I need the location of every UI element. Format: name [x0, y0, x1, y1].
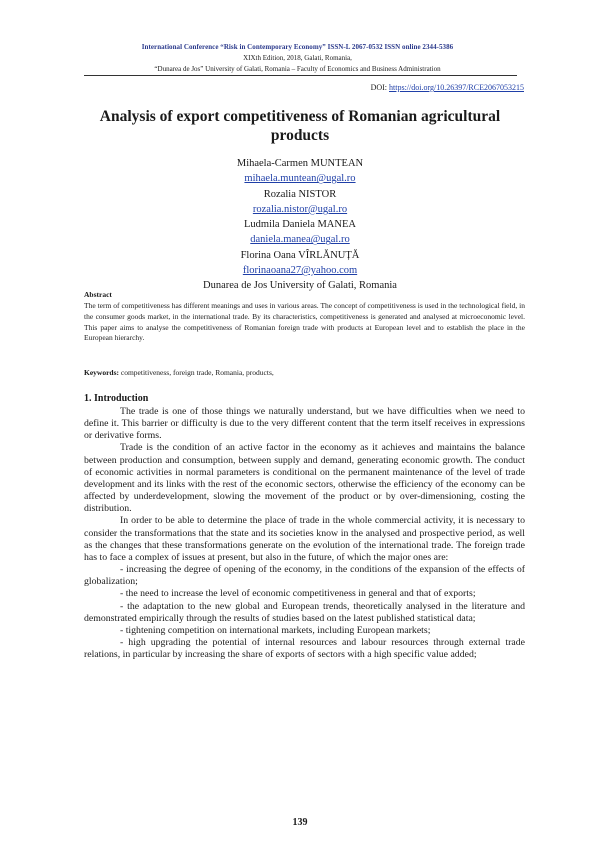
author-name: Ludmila Daniela MANEA [244, 219, 356, 231]
paragraph: Trade is the condition of an active factor in the economy as it achieves and maintains the balance between production and consumption, between supply and demand, generating economic growth. The conduct of economic activities in normal parameters is conditional on the permanent maintenance of the level of trade development and its links with the rest of the economic sectors, otherwise the efficiency of the economy can be affected by underdevelopment, slowing the movement of the product or by over-dimensioning, costing the distribution. [84, 442, 525, 515]
author-block [0, 156, 595, 294]
abstract-text: The term of competitiveness has different meanings and uses in various areas. The concept of competitiveness is used in the technological field, in the consumer goods market, in the international trade. By its characteristics, competitiveness is generated and analysed at microeconomic level. This paper aims to analyse the competitiveness of Romanian foreign trade with products at European level and to establish the place in the European hierarchy. [84, 301, 525, 343]
page-number: 139 [292, 817, 308, 828]
author-name: Rozalia NISTOR [263, 188, 337, 200]
edition-line: XIXth Edition, 2018, Galati, Romania, [243, 54, 352, 62]
list-item: - high upgrading the potential of internal resources and labour resources through external trade relations, in particular by increasing the share of exports of sectors with a high specific value added; [84, 636, 525, 661]
paragraph: The trade is one of those things we naturally understand, but we have difficulties when we need to define it. This barrier or difficulty is due to the very different content that the term itself receives in expressions or derivative forms. [84, 406, 525, 442]
author-email-link[interactable]: florinaoana27@yahoo.com [242, 265, 358, 277]
body-text [84, 406, 525, 661]
paragraph: In order to be able to determine the place of trade in the whole commercial activity, it is necessary to consider the transformations that the state and its societies know in the analysed and prospective period, as well as the changes that these transformations generate on the evolution of the international trade. The foreign trade has to face a complex of issues at present, but also in the future, of which the major ones are: [84, 515, 525, 563]
author-name: Mihaela-Carmen MUNTEAN [236, 158, 364, 169]
keywords-line [84, 368, 274, 377]
keywords-text: competitiveness, foreign trade, Romania, products, [119, 368, 274, 377]
paper-title: Analysis of export competitiveness of Romanian agricultural products [99, 108, 501, 144]
university-line: “Dunarea de Jos” University of Galati, Romania – Faculty of Economics and Business Administration [154, 65, 441, 73]
doi-link[interactable]: https://doi.org/10.26397/RCE2067053215 [389, 83, 524, 92]
section-heading: 1. Introduction [84, 393, 149, 404]
doi-label: DOI: [370, 83, 390, 92]
conference-header: International Conference “Risk in Contemporary Economy” ISSN-L 2067-0532 ISSN online 2344-5386 [141, 43, 454, 51]
author-name: Florina Oana VÎRLĂNUȚĂ [240, 249, 360, 261]
affiliation: Dunarea de Jos University of Galati, Romania [203, 280, 397, 292]
header-divider [84, 75, 517, 76]
list-item: - the adaptation to the new global and European trends, theoretically analysed in the literature and demonstrated empirically through the results of studies based on the latest published statistical data; [84, 600, 525, 624]
author-email-link[interactable]: daniela.manea@ugal.ro [250, 234, 350, 246]
list-item: - increasing the degree of opening of the economy, in the conditions of the expansion of the effects of globalization; [84, 564, 525, 588]
abstract-heading: Abstract [84, 290, 112, 299]
doi-line [371, 83, 524, 92]
author-email-link[interactable]: rozalia.nistor@ugal.ro [252, 203, 348, 215]
author-email-link[interactable]: mihaela.muntean@ugal.ro [244, 173, 356, 185]
list-item: - tightening competition on international markets, including European markets; [120, 624, 431, 636]
keywords-label: Keywords: [84, 368, 119, 377]
list-item: - the need to increase the level of economic competitiveness in general and that of exports; [120, 588, 476, 600]
